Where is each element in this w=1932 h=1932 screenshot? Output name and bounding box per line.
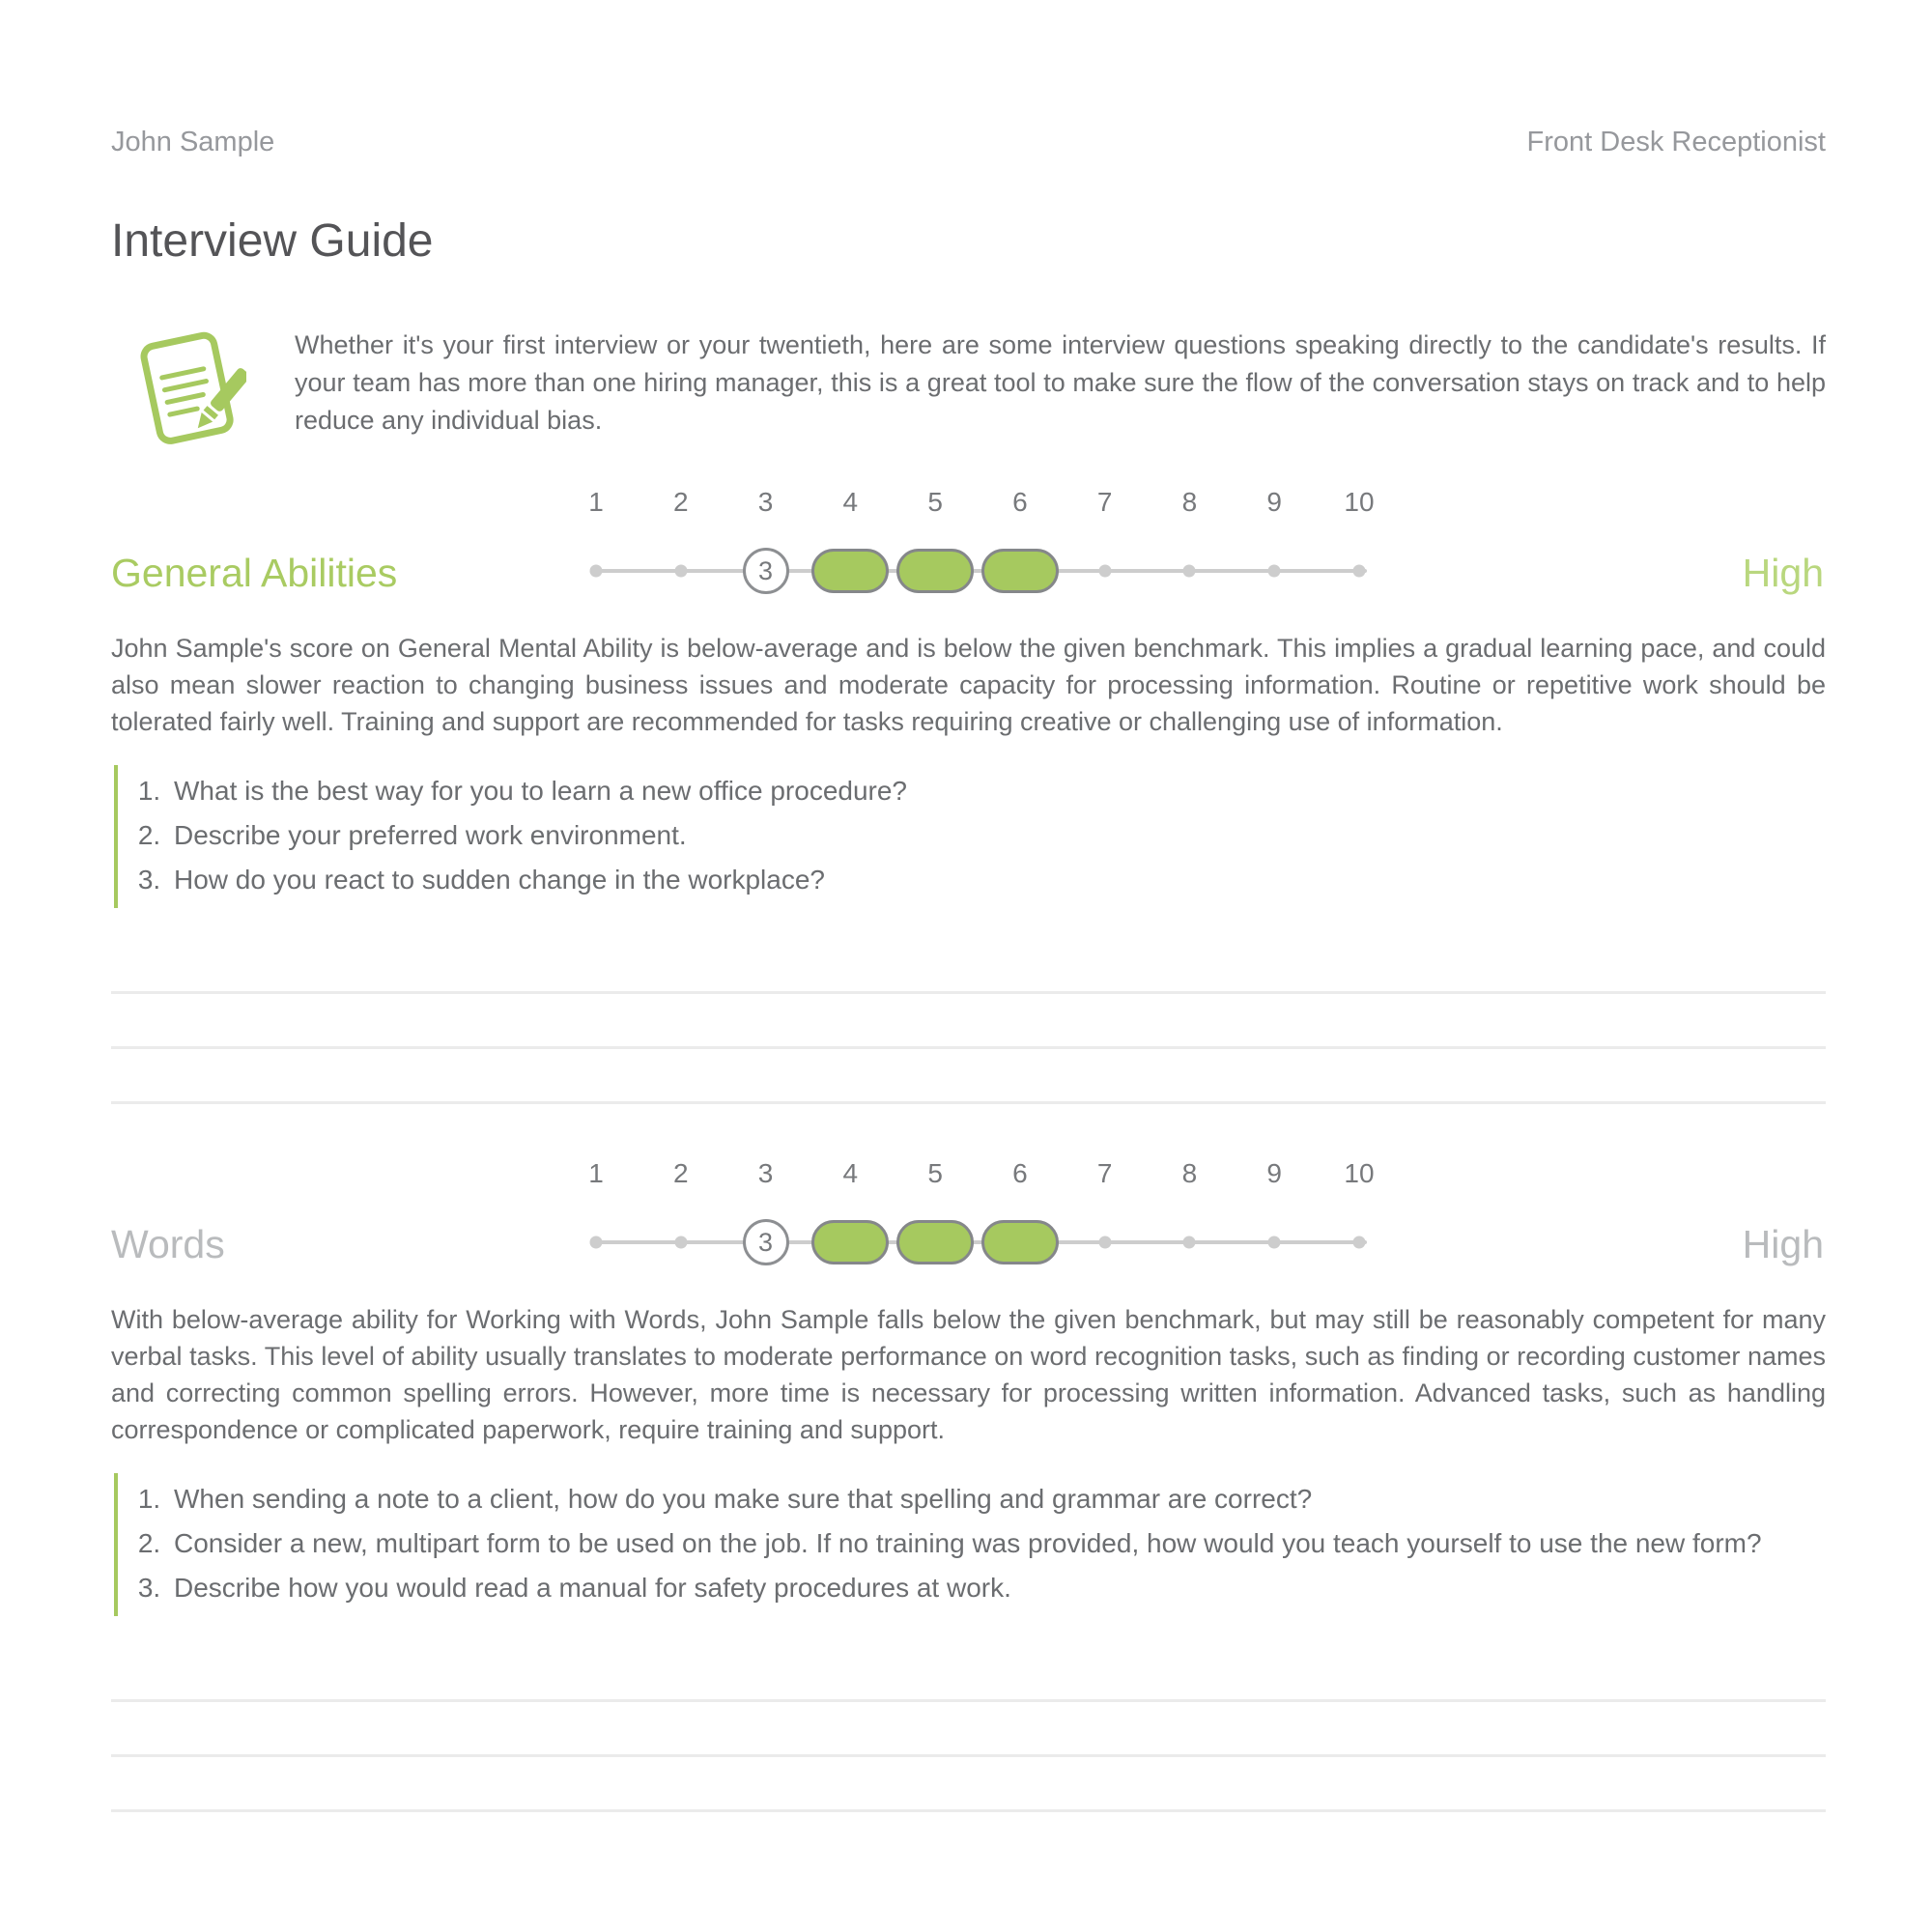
scale-tick-label: 6 — [1012, 487, 1028, 517]
scale-tick-label: 1 — [588, 487, 604, 517]
score-scale — [588, 486, 1375, 597]
scale-dot — [1183, 1236, 1196, 1249]
scale-tick-label: 4 — [842, 1158, 859, 1188]
scale-tick-label: 4 — [842, 487, 859, 517]
note-pencil-icon — [132, 327, 246, 467]
section-description: With below-average ability for Working with Words, John Sample falls below the given benchmark, but may still be reasonably competent for many verbal tasks. This level of ability usually translates to moderate performance on word recognition tasks, such as finding or recording customer names and correcting common spelling errors. However, more time is necessary for processing written information. Advanced tasks, such as handling correspondence or complicated paperwork, require training and support. — [111, 1305, 1826, 1444]
section-heading-general-abilities: General Abilities — [111, 551, 398, 595]
intro-block — [111, 327, 1826, 467]
scale-tick-label: 3 — [757, 1158, 774, 1188]
general-abilities-scale-row — [111, 486, 1826, 597]
scale-ticks — [588, 486, 1375, 521]
note-line — [111, 1809, 1826, 1812]
scale-tick-label: 1 — [588, 1158, 604, 1188]
score-marker: 3 — [743, 548, 789, 594]
note-line — [111, 1101, 1826, 1104]
scale-tick-label: 10 — [1344, 487, 1375, 517]
section-words — [111, 1157, 1826, 1812]
scale-tick-label: 7 — [1096, 487, 1113, 517]
scale-tick-label: 6 — [1012, 1158, 1028, 1188]
section-description: John Sample's score on General Mental Ability is below-average and is below the given benchmark. This implies a gradual learning pace, and could also mean slower reaction to changing business issues and moderate capacity for processing information. Routine or repetitive work should be tolerated fairly well. Training and support are recommended for tasks requiring creative or challenging use of information. — [111, 634, 1826, 736]
scale-tick-label: 2 — [672, 487, 689, 517]
intro-paragraph: Whether it's your first interview or your twentieth, here are some interview questions speaking directly to the candidate's results. If your team has more than one hiring manager, this is a great tool to make sure the flow of the conversation stays on track and to help reduce any individual bias. — [295, 330, 1826, 435]
benchmark-pill — [981, 1220, 1059, 1264]
scale-tick-label: 2 — [672, 1158, 689, 1188]
scale-tick-label: 10 — [1344, 1158, 1375, 1188]
score-scale — [588, 1157, 1375, 1268]
question-item: 1. When sending a note to a client, how do you make sure that spelling and grammar are correct? — [168, 1477, 1826, 1521]
score-marker: 3 — [743, 1219, 789, 1265]
scale-dot — [1353, 565, 1366, 578]
note-lines-block — [111, 991, 1826, 1104]
scale-track-line — [592, 569, 1367, 573]
question-item: 3. Describe how you would read a manual for safety procedures at work. — [168, 1566, 1826, 1610]
scale-tick-label: 7 — [1096, 1158, 1113, 1188]
scale-dot — [1098, 1236, 1111, 1249]
scale-track — [596, 546, 1359, 596]
page-title: Interview Guide — [111, 215, 434, 267]
scale-dot — [1268, 1236, 1281, 1249]
section-heading-words: Words — [111, 1222, 225, 1266]
document-header — [111, 126, 1826, 158]
question-item: 3. How do you react to sudden change in the workplace? — [168, 858, 1826, 902]
note-line — [111, 991, 1826, 994]
note-line — [111, 1699, 1826, 1702]
scale-dot — [1183, 565, 1196, 578]
benchmark-pill — [896, 1220, 974, 1264]
level-label: High — [1742, 1222, 1824, 1266]
scale-dot — [674, 1236, 687, 1249]
scale-track — [596, 1217, 1359, 1267]
words-scale-row — [111, 1157, 1826, 1268]
benchmark-pill — [981, 549, 1059, 593]
interview-questions — [114, 1473, 1826, 1616]
interview-questions — [114, 765, 1826, 908]
note-line — [111, 1046, 1826, 1049]
scale-dot — [590, 565, 603, 578]
benchmark-pill — [811, 1220, 889, 1264]
question-item: 1. What is the best way for you to learn a new office procedure? — [168, 769, 1826, 813]
scale-tick-label: 9 — [1266, 1158, 1283, 1188]
candidate-name: John Sample — [111, 127, 275, 157]
note-lines-block — [111, 1699, 1826, 1812]
scale-ticks — [588, 1157, 1375, 1192]
scale-tick-label: 9 — [1266, 487, 1283, 517]
scale-tick-label: 8 — [1181, 487, 1198, 517]
note-line — [111, 1754, 1826, 1757]
question-item: 2. Describe your preferred work environment. — [168, 813, 1826, 858]
scale-dot — [1268, 565, 1281, 578]
scale-tick-label: 5 — [927, 487, 943, 517]
scale-tick-label: 3 — [757, 487, 774, 517]
scale-dot — [674, 565, 687, 578]
scale-dot — [590, 1236, 603, 1249]
benchmark-pill — [896, 549, 974, 593]
level-label: High — [1742, 551, 1824, 595]
question-item: 2. Consider a new, multipart form to be used on the job. If no training was provided, how would you teach yourself to use the new form? — [168, 1521, 1826, 1566]
scale-tick-label: 5 — [927, 1158, 943, 1188]
scale-dot — [1353, 1236, 1366, 1249]
benchmark-pill — [811, 549, 889, 593]
scale-track-line — [592, 1240, 1367, 1244]
scale-dot — [1098, 565, 1111, 578]
section-general-abilities — [111, 486, 1826, 1104]
role-name: Front Desk Receptionist — [1526, 127, 1826, 157]
scale-tick-label: 8 — [1181, 1158, 1198, 1188]
